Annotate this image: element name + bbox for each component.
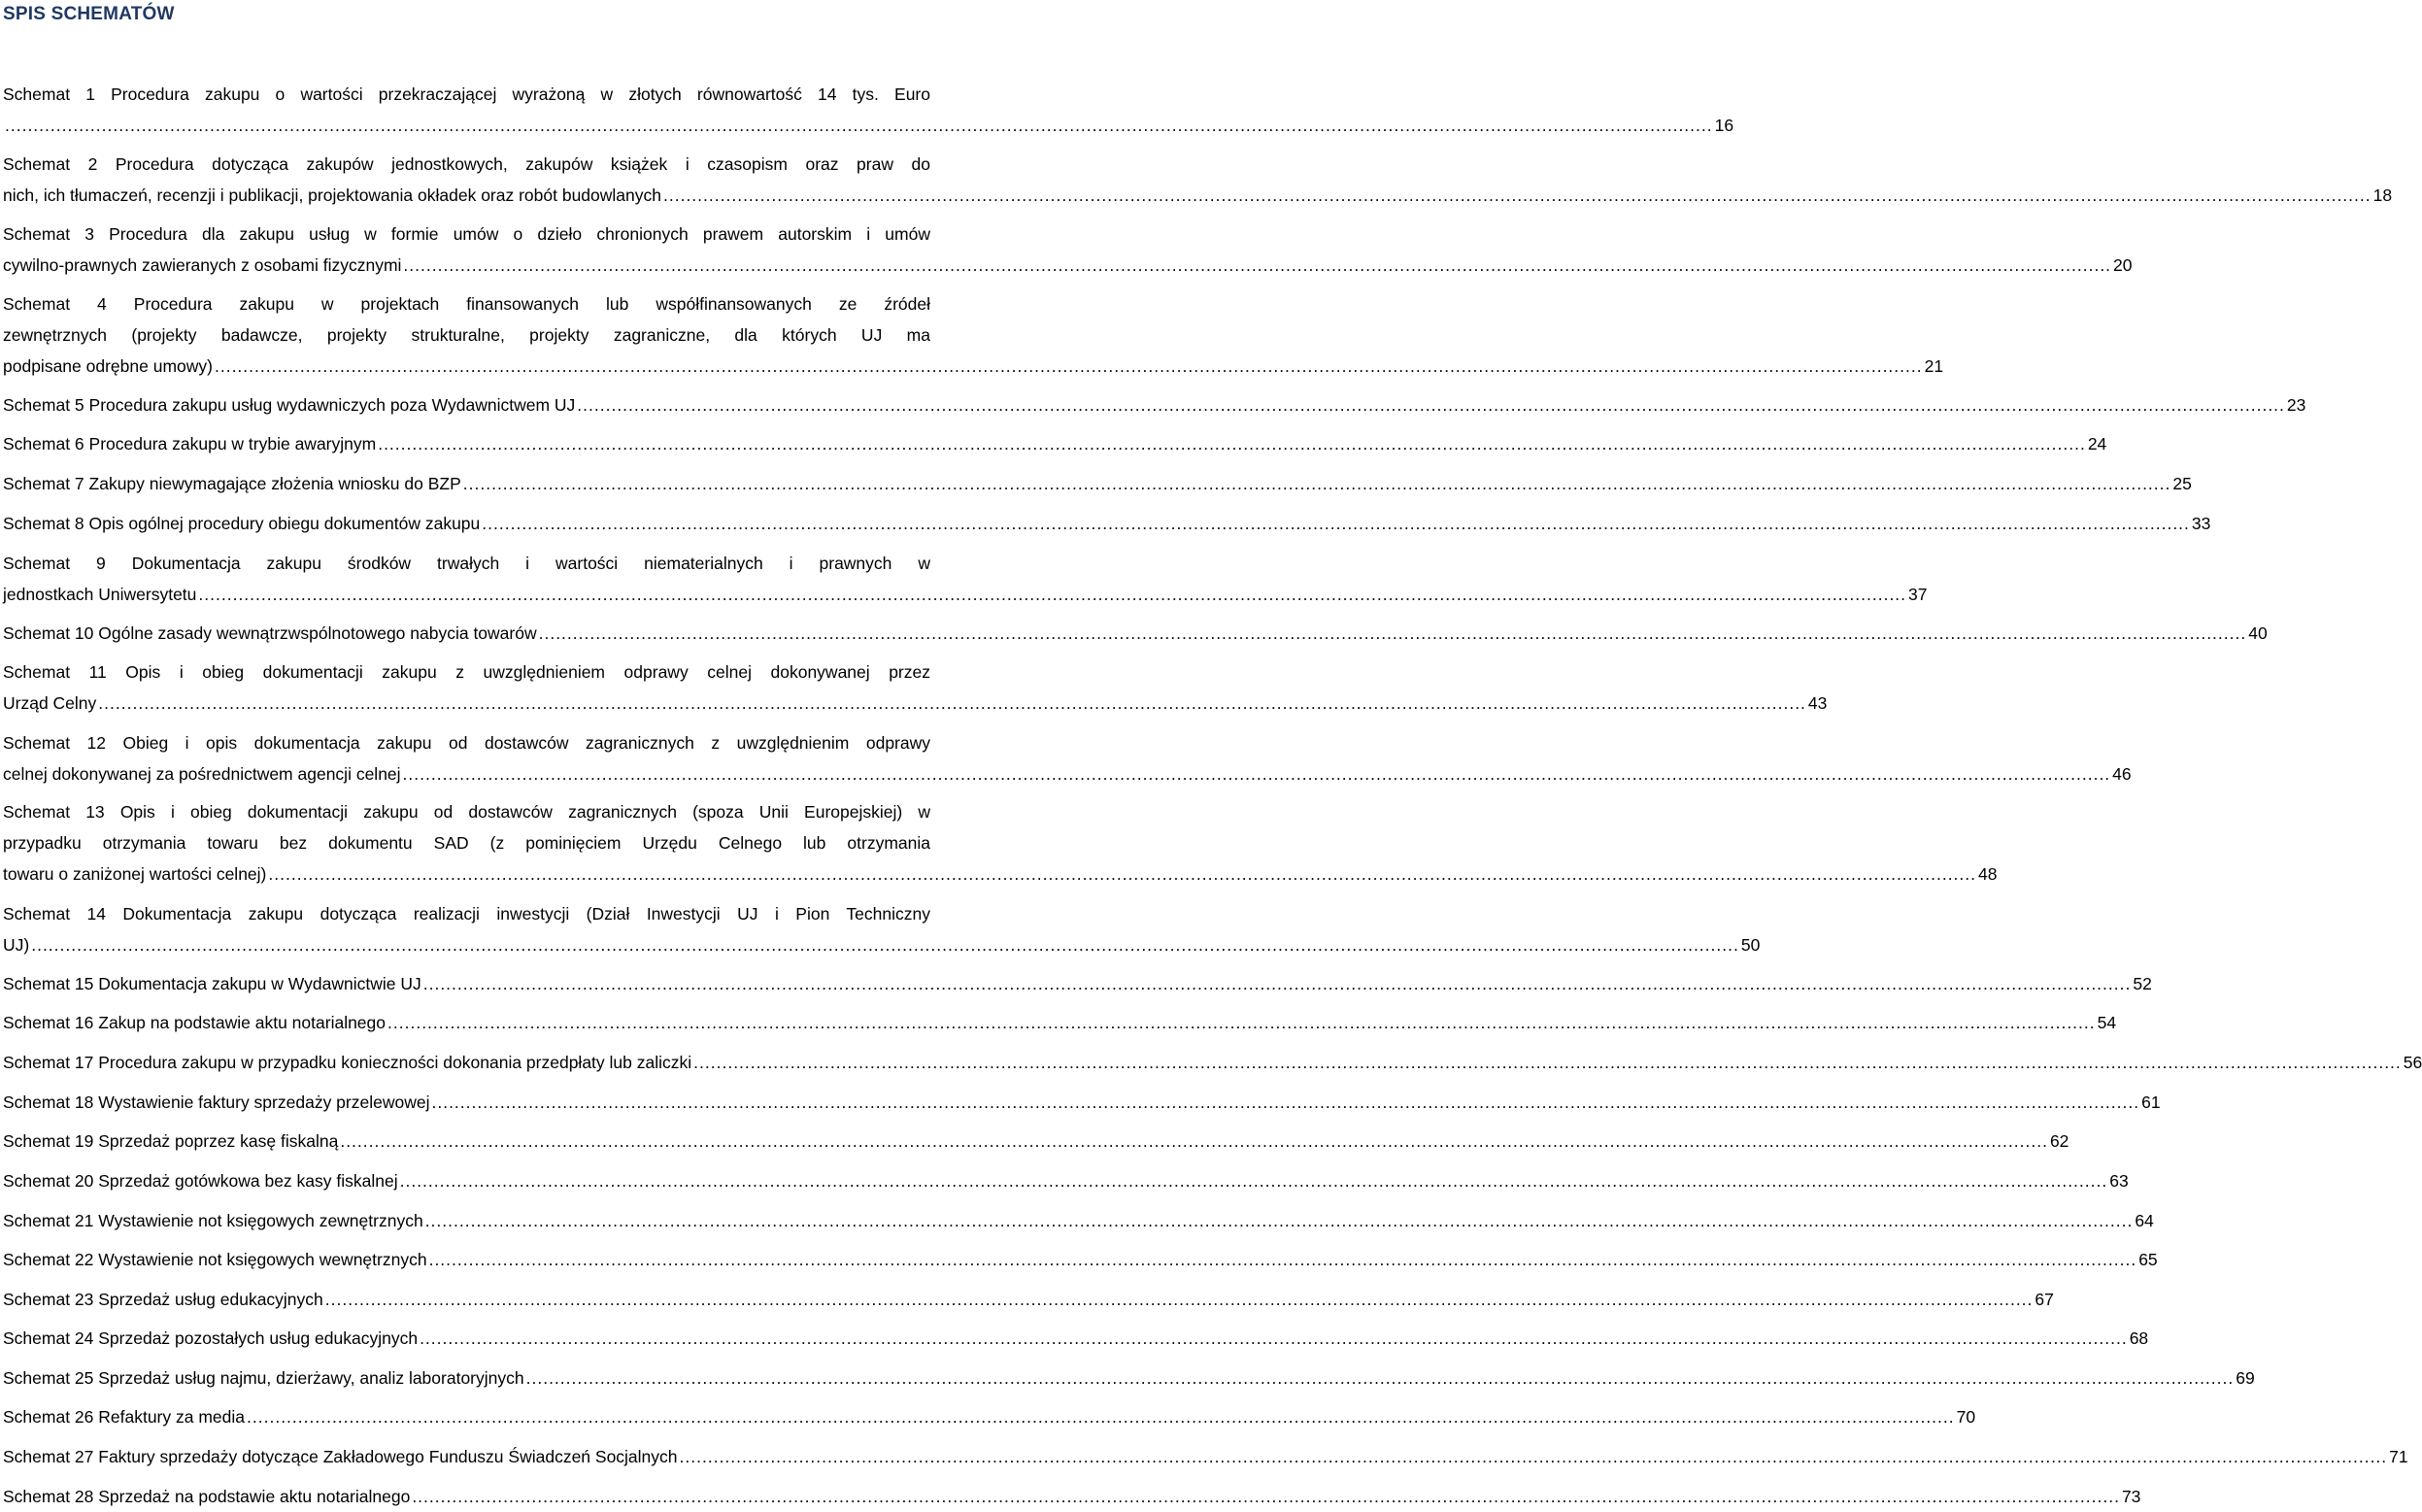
toc-entry-title: Schemat 23 Sprzedaż usług edukacyjnych [3, 1290, 323, 1309]
toc-page-number: 62 [2049, 1131, 2069, 1151]
toc-entry[interactable] [3, 618, 2268, 649]
dot-leader: ............................................................................................................................................................................................................................................................................................................ [420, 1328, 2128, 1348]
toc-page-number: 68 [2129, 1328, 2149, 1348]
toc-entry-title: Schemat 17 Procedura zakupu w przypadku konieczności dokonania przedpłaty lub zaliczki [3, 1053, 692, 1072]
toc-entry[interactable] [3, 548, 1928, 610]
toc-entry-final-line [3, 1007, 2117, 1038]
toc-entry-final-line [3, 1244, 2158, 1275]
toc-page-number: 63 [2109, 1171, 2129, 1191]
toc-entry-title: towaru o zaniżonej wartości celnej) [3, 864, 267, 884]
toc-entry[interactable] [3, 389, 2306, 420]
toc-entry-final-line [3, 579, 1928, 610]
dot-leader: ............................................................................................................................................................................................................................................................................................................ [693, 1053, 2402, 1072]
toc-entry[interactable] [3, 727, 2132, 790]
toc-entry-title: Schemat 21 Wystawienie not księgowych zewnętrznych [3, 1211, 423, 1230]
toc-entry-final-line [3, 1087, 2161, 1118]
dot-leader: ............................................................................................................................................................................................................................................................................................................ [679, 1447, 2388, 1466]
toc-entry-final-line [3, 1401, 1976, 1432]
toc-entry[interactable] [3, 1481, 2141, 1512]
toc-entry-final-line [3, 1284, 2054, 1315]
toc-entry[interactable] [3, 968, 2152, 999]
toc-entry-final-line [3, 508, 2211, 539]
toc-entry[interactable] [3, 1047, 2422, 1078]
toc-page-number: 20 [2113, 255, 2133, 275]
toc-entry-final-line [3, 110, 1734, 141]
toc-entry-line: przypadku otrzymania towaru bez dokumentu SAD (z pominięciem Urzędu Celnego lub otrzymania [3, 833, 930, 853]
toc-entry[interactable] [3, 796, 1998, 890]
toc-entry-title: Schemat 22 Wystawienie not księgowych wewnętrznych [3, 1250, 427, 1269]
dot-leader: ............................................................................................................................................................................................................................................................................................................ [340, 1131, 2048, 1151]
toc-entry[interactable] [3, 218, 2133, 281]
dot-leader: ............................................................................................................................................................................................................................................................................................................ [412, 1487, 2120, 1506]
toc-page-number: 46 [2112, 764, 2132, 784]
toc-entry-title: Schemat 16 Zakup na podstawie aktu notarialnego [3, 1013, 387, 1032]
toc-entry-title: Schemat 7 Zakupy niewymagające złożenia wniosku do BZP [3, 474, 461, 493]
toc-page-number: 50 [1740, 935, 1761, 955]
dot-leader: ............................................................................................................................................................................................................................................................................................................ [399, 1171, 2108, 1191]
toc-entry-line: Schemat 4 Procedura zakupu w projektach finansowanych lub współfinansowanych ze źródeł [3, 294, 930, 314]
toc-page-number: 48 [1978, 864, 1998, 884]
toc-entry-final-line [3, 858, 1998, 890]
toc-entry-final-line [3, 618, 2268, 649]
toc-page-number: 70 [1956, 1407, 1976, 1427]
toc-heading: SPIS SCHEMATÓW [3, 4, 175, 24]
toc-entry-line: Schemat 12 Obieg i opis dokumentacja zakupu od dostawców zagranicznych z uwzględnienim odprawy [3, 733, 930, 753]
toc-entry-title: Schemat 19 Sprzedaż poprzez kasę fiskalną [3, 1131, 339, 1151]
toc-entry-title: jednostkach Uniwersytetu [3, 585, 197, 604]
toc-entry[interactable] [3, 1362, 2255, 1394]
toc-entry-final-line [3, 1047, 2422, 1078]
toc-entry-title: Schemat 25 Sprzedaż usług najmu, dzierżawy, analiz laboratoryjnych [3, 1368, 524, 1388]
dot-leader: ............................................................................................................................................................................................................................................................................................................ [247, 1407, 1955, 1427]
dot-leader: ............................................................................................................................................................................................................................................................................................................ [324, 1290, 2034, 1309]
dot-leader: ............................................................................................................................................................................................................................................................................................................ [424, 1211, 2134, 1230]
toc-entry-title: cywilno-prawnych zawieranych z osobami fizycznymi [3, 255, 402, 275]
toc-entry-title: nich, ich tłumaczeń, recenzji i publikacji, projektowania okładek oraz robót budowlanych [3, 185, 661, 205]
toc-entry-title: Schemat 5 Procedura zakupu usług wydawniczych poza Wydawnictwem UJ [3, 395, 576, 415]
toc-entry-final-line [3, 758, 2132, 790]
toc-page-number: 37 [1908, 585, 1928, 604]
toc-entry-final-line [3, 428, 2107, 459]
toc-entry-title: Schemat 15 Dokumentacja zakupu w Wydawnictwie UJ [3, 974, 421, 993]
dot-leader: ............................................................................................................................................................................................................................................................................................................ [268, 864, 1977, 884]
toc-entry[interactable] [3, 656, 1828, 719]
toc-entry-line: Schemat 3 Procedura dla zakupu usług w formie umów o dzieło chronionych prawem autorskim i umów [3, 224, 930, 244]
dot-leader: ............................................................................................................................................................................................................................................................................................................ [462, 474, 2171, 493]
toc-entry-title: Schemat 26 Refaktury za media [3, 1407, 246, 1427]
toc-page-number: 24 [2087, 434, 2107, 454]
toc-entry-final-line [3, 180, 2393, 211]
toc-entry[interactable] [3, 508, 2211, 539]
toc-page-number: 25 [2172, 474, 2192, 493]
dot-leader: ............................................................................................................................................................................................................................................................................................................ [525, 1368, 2235, 1388]
toc-entry-final-line [3, 1205, 2154, 1236]
toc-entry[interactable] [3, 428, 2107, 459]
toc-entry-title: Urząd Celny [3, 693, 97, 713]
toc-page-number: 61 [2141, 1092, 2161, 1112]
toc-entry-final-line [3, 1323, 2149, 1354]
toc-page-number: 33 [2191, 514, 2211, 533]
toc-entry[interactable] [3, 149, 2393, 211]
toc-page-number: 73 [2121, 1487, 2141, 1506]
toc-page-number: 16 [1714, 116, 1734, 135]
toc-entry-final-line [3, 1441, 2408, 1472]
dot-leader: ............................................................................................................................................................................................................................................................................................................ [422, 974, 2132, 993]
dot-leader: ............................................................................................................................................................................................................................................................................................................ [577, 395, 2285, 415]
toc-page-number: 40 [2248, 623, 2268, 643]
toc-entry[interactable] [3, 1401, 1976, 1432]
dot-leader: ............................................................................................................................................................................................................................................................................................................ [214, 356, 1923, 376]
toc-entry-line: Schemat 13 Opis i obieg dokumentacji zakupu od dostawców zagranicznych (spoza Unii Europejskiej) w [3, 802, 930, 822]
dot-leader: ............................................................................................................................................................................................................................................................................................................ [431, 1092, 2140, 1112]
toc-page-number: 54 [2097, 1013, 2117, 1032]
toc-entry[interactable] [3, 1244, 2158, 1275]
toc-page-number: 67 [2035, 1290, 2054, 1309]
toc-page-number: 64 [2135, 1211, 2154, 1230]
toc-entry-line: Schemat 9 Dokumentacja zakupu środków trwałych i wartości niematerialnych i prawnych w [3, 554, 930, 573]
dot-leader: ............................................................................................................................................................................................................................................................................................................ [538, 623, 2247, 643]
toc-entry-title: Schemat 10 Ogólne zasady wewnątrzwspólnotowego nabycia towarów [3, 623, 537, 643]
toc-entry[interactable] [3, 1441, 2408, 1472]
toc-page-number: 56 [2403, 1053, 2422, 1072]
toc-page-number: 21 [1924, 356, 1944, 376]
toc-entry[interactable] [3, 1087, 2161, 1118]
dot-leader: ............................................................................................................................................................................................................................................................................................................ [403, 255, 2112, 275]
toc-entry[interactable] [3, 1323, 2149, 1354]
toc-entry[interactable] [3, 1284, 2054, 1315]
toc-entry-title: Schemat 6 Procedura zakupu w trybie awaryjnym [3, 434, 377, 454]
toc-page-number: 23 [2286, 395, 2306, 415]
toc-entry-final-line [3, 1165, 2129, 1196]
dot-leader: ............................................................................................................................................................................................................................................................................................................ [198, 585, 1907, 604]
toc-entry-final-line [3, 389, 2306, 420]
toc-entry-title: celnej dokonywanej za pośrednictwem agencji celnej [3, 764, 401, 784]
toc-entry-final-line [3, 968, 2152, 999]
toc-entry-line: Schemat 2 Procedura dotycząca zakupów jednostkowych, zakupów książek i czasopism oraz praw do [3, 154, 930, 174]
toc-entry-line: Schemat 1 Procedura zakupu o wartości przekraczającej wyrażoną w złotych równowartość 14 tys. Euro [3, 84, 930, 104]
dot-leader: ............................................................................................................................................................................................................................................................................................................ [387, 1013, 2096, 1032]
toc-entry-final-line [3, 929, 1761, 960]
toc-entry-line: zewnętrznych (projekty badawcze, projekty strukturalne, projekty zagraniczne, dla których UJ ma [3, 325, 930, 345]
toc-entry-final-line [3, 250, 2133, 281]
toc-entry-line: Schemat 11 Opis i obieg dokumentacji zakupu z uwzględnieniem odprawy celnej dokonywanej przez [3, 662, 930, 682]
toc-entry-title: UJ) [3, 935, 30, 955]
toc-entry-title: Schemat 28 Sprzedaż na podstawie aktu notarialnego [3, 1487, 411, 1506]
toc-page-number: 43 [1807, 693, 1828, 713]
dot-leader: ............................................................................................................................................................................................................................................................................................................ [482, 514, 2190, 533]
toc-entry-final-line [3, 1362, 2255, 1394]
toc-page-number: 18 [2372, 185, 2393, 205]
toc-entry-final-line [3, 468, 2192, 499]
toc-page-number: 52 [2133, 974, 2152, 993]
toc-entry-final-line [3, 1481, 2141, 1512]
toc-entry-title: Schemat 8 Opis ogólnej procedury obiegu dokumentów zakupu [3, 514, 481, 533]
dot-leader: ............................................................................................................................................................................................................................................................................................................ [378, 434, 2086, 454]
dot-leader: ............................................................................................................................................................................................................................................................................................................ [5, 116, 1713, 135]
toc-entry[interactable] [3, 1126, 2069, 1157]
toc-entry[interactable] [3, 1007, 2117, 1038]
toc-entry[interactable] [3, 288, 1944, 382]
toc-page-number: 69 [2236, 1368, 2255, 1388]
dot-leader: ............................................................................................................................................................................................................................................................................................................ [428, 1250, 2137, 1269]
dot-leader: ............................................................................................................................................................................................................................................................................................................ [402, 764, 2111, 784]
dot-leader: ............................................................................................................................................................................................................................................................................................................ [98, 693, 1806, 713]
toc-entry-title: Schemat 24 Sprzedaż pozostałych usług edukacyjnych [3, 1328, 419, 1348]
toc-entry-title: Schemat 18 Wystawienie faktury sprzedaży przelewowej [3, 1092, 430, 1112]
dot-leader: ............................................................................................................................................................................................................................................................................................................ [31, 935, 1739, 955]
toc-entry-title: Schemat 27 Faktury sprzedaży dotyczące Zakładowego Funduszu Świadczeń Socjalnych [3, 1447, 678, 1466]
toc-entry-final-line [3, 351, 1944, 382]
toc-entry[interactable] [3, 1165, 2129, 1196]
toc-entry-line: Schemat 14 Dokumentacja zakupu dotycząca realizacji inwestycji (Dział Inwestycji UJ i Pion Techniczny [3, 904, 930, 924]
toc-entry[interactable] [3, 1205, 2154, 1236]
toc-page-number: 65 [2138, 1250, 2158, 1269]
toc-page-number: 71 [2389, 1447, 2408, 1466]
toc-entry-title: Schemat 20 Sprzedaż gotówkowa bez kasy fiskalnej [3, 1171, 398, 1191]
toc-entry-final-line [3, 688, 1828, 719]
dot-leader: ............................................................................................................................................................................................................................................................................................................ [663, 185, 2372, 205]
toc-entry-final-line [3, 1126, 2069, 1157]
toc-entry-title: podpisane odrębne umowy) [3, 356, 213, 376]
toc-entry[interactable] [3, 468, 2192, 499]
toc-entry[interactable] [3, 898, 1761, 960]
toc-entry[interactable] [3, 79, 1734, 141]
